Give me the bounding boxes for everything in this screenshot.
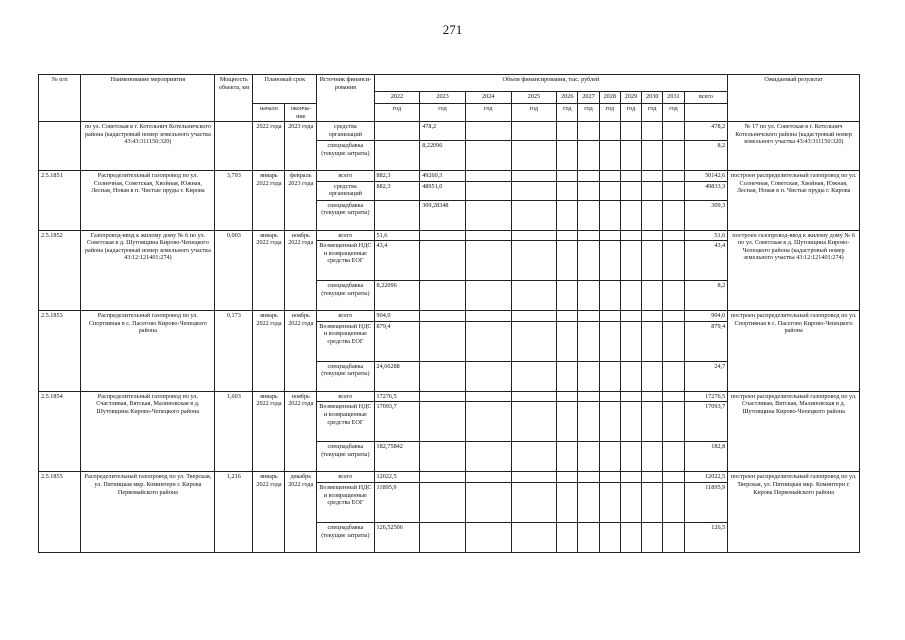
value-empty <box>511 200 557 230</box>
value-empty <box>642 442 663 472</box>
table-body <box>39 122 860 553</box>
value-empty <box>465 171 511 182</box>
value-empty <box>599 141 620 171</box>
value-empty <box>642 181 663 200</box>
value-empty <box>557 122 578 141</box>
value-empty <box>663 391 684 402</box>
value-empty <box>511 230 557 241</box>
value-empty <box>578 442 599 472</box>
value-empty <box>557 181 578 200</box>
value-2022: 43,4 <box>374 241 420 281</box>
value-empty <box>620 181 641 200</box>
row-source: спецнадбавка (текущие затраты) <box>317 442 374 472</box>
value-empty <box>620 281 641 311</box>
value-empty <box>465 321 511 361</box>
table-row <box>39 230 860 241</box>
year-header-unit-4: год <box>557 104 578 122</box>
row-source: всего <box>317 230 374 241</box>
value-empty <box>578 181 599 200</box>
row-result: построен распределительный газопровод по ул. Солнечная, Советская, Хвойная, Южная, Лесная, Новая в п. Чистые пруды г. Кирова <box>728 171 860 231</box>
row-capacity <box>215 122 253 171</box>
value-empty <box>599 181 620 200</box>
year-header-unit-2: год <box>465 104 511 122</box>
value-empty <box>511 311 557 322</box>
row-end: ноябрь 2022 года <box>285 311 317 392</box>
row-source: Возмещенный НДС и возвращенные средства ЕОГ <box>317 482 374 522</box>
value-empty <box>511 402 557 442</box>
value-total: 17276,5 <box>684 391 728 402</box>
row-capacity: 1,603 <box>215 391 253 472</box>
value-empty <box>578 141 599 171</box>
year-header-6: 2028 <box>599 92 620 104</box>
year-header-8: 2030 <box>642 92 663 104</box>
value-total: 12022,5 <box>684 472 728 483</box>
col-start-header: начало <box>253 104 285 122</box>
row-end: ноябрь 2022 года <box>285 391 317 472</box>
value-empty <box>511 181 557 200</box>
value-empty <box>620 391 641 402</box>
value-empty <box>557 391 578 402</box>
value-2023 <box>420 522 466 552</box>
value-empty <box>557 361 578 391</box>
value-empty <box>599 522 620 552</box>
value-empty <box>511 281 557 311</box>
value-2022 <box>374 200 420 230</box>
value-empty <box>511 442 557 472</box>
value-empty <box>578 522 599 552</box>
value-empty <box>663 171 684 182</box>
year-header-unit-9: год <box>663 104 684 122</box>
row-end: декабрь 2022 года <box>285 472 317 553</box>
row-source: средства организаций <box>317 181 374 200</box>
value-empty <box>511 391 557 402</box>
value-empty <box>557 241 578 281</box>
value-empty <box>511 482 557 522</box>
row-result: построен распределительный газопровод по ул. Счастливая, Вятская, Малиновская в д. Шутовщина Кирово-Чепецкого района <box>728 391 860 472</box>
year-header-unit-3: год <box>511 104 557 122</box>
value-empty <box>663 281 684 311</box>
value-empty <box>578 230 599 241</box>
value-empty <box>642 230 663 241</box>
value-2022: 8,22096 <box>374 281 420 311</box>
value-total: 51,6 <box>684 230 728 241</box>
value-empty <box>642 402 663 442</box>
value-total: 11895,9 <box>684 482 728 522</box>
value-total: 904,0 <box>684 311 728 322</box>
value-empty <box>620 230 641 241</box>
value-empty <box>578 472 599 483</box>
row-capacity: 3,793 <box>215 171 253 231</box>
value-total: 126,5 <box>684 522 728 552</box>
value-empty <box>511 361 557 391</box>
value-empty <box>620 442 641 472</box>
col-end-header: оконча-ние <box>285 104 317 122</box>
value-empty <box>557 472 578 483</box>
year-header-unit-1: год <box>420 104 466 122</box>
row-result: построен газопровод-ввод к жилому дому № 6 по ул. Советская в д. Шутовщина Кирово-Чепецкого района (кадастровый номер земельного участка 43:12:121401:274) <box>728 230 860 311</box>
table-row <box>39 391 860 402</box>
value-2022: 24,66288 <box>374 361 420 391</box>
value-empty <box>578 311 599 322</box>
col-period-header: Плановый срок <box>253 75 317 104</box>
value-2022: 882,3 <box>374 171 420 182</box>
value-empty <box>642 141 663 171</box>
value-empty <box>557 522 578 552</box>
value-2022: 182,75842 <box>374 442 420 472</box>
value-empty <box>578 200 599 230</box>
value-2022: 904,0 <box>374 311 420 322</box>
value-2022: 17093,7 <box>374 402 420 442</box>
value-empty <box>465 122 511 141</box>
row-start: 2022 года <box>253 122 285 171</box>
table-row <box>39 171 860 182</box>
value-empty <box>599 200 620 230</box>
value-empty <box>465 200 511 230</box>
value-empty <box>578 122 599 141</box>
value-2023 <box>420 402 466 442</box>
value-empty <box>599 281 620 311</box>
col-volume-header: Объем финансирования, тыс. рублей <box>374 75 728 92</box>
row-name: по ул. Советская в г. Котельнич Котельничского района (кадастровый номер земельного участка 43:43:311150:320) <box>81 122 215 171</box>
row-start: январь 2022 года <box>253 171 285 231</box>
row-number: 2.5.1853 <box>39 311 81 392</box>
value-2022 <box>374 122 420 141</box>
value-empty <box>465 241 511 281</box>
value-empty <box>465 522 511 552</box>
row-source: всего <box>317 311 374 322</box>
year-header-9: 2031 <box>663 92 684 104</box>
value-2023 <box>420 230 466 241</box>
value-2023 <box>420 442 466 472</box>
value-empty <box>642 281 663 311</box>
value-empty <box>465 472 511 483</box>
value-empty <box>465 181 511 200</box>
value-empty <box>663 402 684 442</box>
value-empty <box>465 442 511 472</box>
year-header-7: 2029 <box>620 92 641 104</box>
row-name: Распределительный газопровод по ул. Солнечная, Советская, Хвойная, Южная, Лесная, Новая в п. Чистые пруды г. Кирова <box>81 171 215 231</box>
value-empty <box>599 241 620 281</box>
value-empty <box>578 361 599 391</box>
value-empty <box>465 141 511 171</box>
value-empty <box>599 472 620 483</box>
value-2023 <box>420 281 466 311</box>
row-end: ноябрь 2022 года <box>285 230 317 311</box>
value-empty <box>511 141 557 171</box>
value-empty <box>663 482 684 522</box>
value-empty <box>663 522 684 552</box>
value-empty <box>465 230 511 241</box>
row-source: спецнадбавка (текущие затраты) <box>317 141 374 171</box>
value-empty <box>663 472 684 483</box>
value-empty <box>663 321 684 361</box>
table-row <box>39 311 860 322</box>
value-empty <box>578 171 599 182</box>
value-empty <box>642 241 663 281</box>
value-empty <box>557 402 578 442</box>
value-empty <box>465 391 511 402</box>
value-total: 8,2 <box>684 281 728 311</box>
value-2023 <box>420 361 466 391</box>
value-empty <box>578 391 599 402</box>
value-empty <box>642 200 663 230</box>
value-2022: 882,3 <box>374 181 420 200</box>
row-name: Распределительный газопровод по ул. Тверская, ул. Пятницкая мкр. Коминтерн г. Кирова Первомайского района <box>81 472 215 553</box>
value-empty <box>557 442 578 472</box>
value-empty <box>578 402 599 442</box>
value-total: 309,3 <box>684 200 728 230</box>
value-empty <box>642 391 663 402</box>
value-empty <box>557 171 578 182</box>
row-number: 2.5.1851 <box>39 171 81 231</box>
value-empty <box>663 141 684 171</box>
value-2023 <box>420 311 466 322</box>
value-2023 <box>420 472 466 483</box>
row-source: спецнадбавка (текущие затраты) <box>317 361 374 391</box>
table-row <box>39 472 860 483</box>
row-capacity: 0,003 <box>215 230 253 311</box>
value-empty <box>578 321 599 361</box>
year-header-unit-7: год <box>620 104 641 122</box>
value-empty <box>465 402 511 442</box>
value-empty <box>663 361 684 391</box>
row-result: построен распределительный газопровод по ул. Тверская, ул. Пятницкая мкр. Коминтерн г. Кирова Первомайского района <box>728 472 860 553</box>
row-source: Возмещенный НДС и возвращенные средства ЕОГ <box>317 321 374 361</box>
row-source: спецнадбавка (текущие затраты) <box>317 281 374 311</box>
value-empty <box>620 472 641 483</box>
row-name: Газопровод-ввод к жилому дому № 6 по ул. Советская в д. Шутовщина Кирово-Чепецкого района (кадастровый номер земельного участка 43:12:121401:274) <box>81 230 215 311</box>
value-2022: 17276,5 <box>374 391 420 402</box>
col-capacity-header: Мощность объекта, км <box>215 75 253 122</box>
value-empty <box>511 321 557 361</box>
value-empty <box>642 472 663 483</box>
row-source: средства организаций <box>317 122 374 141</box>
row-number: 2.5.1854 <box>39 391 81 472</box>
value-empty <box>511 522 557 552</box>
row-source: Возмещенный НДС и возвращенные средства ЕОГ <box>317 241 374 281</box>
value-2023 <box>420 391 466 402</box>
value-2022: 126,52506 <box>374 522 420 552</box>
table-header <box>39 75 860 122</box>
value-empty <box>663 122 684 141</box>
year-header-unit-10 <box>684 104 728 122</box>
value-empty <box>620 141 641 171</box>
value-empty <box>620 402 641 442</box>
value-total: 17093,7 <box>684 402 728 442</box>
row-number: 2.5.1852 <box>39 230 81 311</box>
year-header-5: 2027 <box>578 92 599 104</box>
table-row <box>39 122 860 141</box>
value-empty <box>663 241 684 281</box>
value-2023 <box>420 321 466 361</box>
row-start: январь 2022 года <box>253 230 285 311</box>
value-empty <box>663 442 684 472</box>
value-2023 <box>420 482 466 522</box>
row-number <box>39 122 81 171</box>
value-empty <box>620 522 641 552</box>
value-total: 8,2 <box>684 141 728 171</box>
row-start: январь 2022 года <box>253 472 285 553</box>
value-empty <box>465 482 511 522</box>
financing-table <box>38 74 860 553</box>
value-2023: 49260,3 <box>420 171 466 182</box>
value-empty <box>578 482 599 522</box>
value-total: 182,8 <box>684 442 728 472</box>
value-empty <box>578 241 599 281</box>
value-empty <box>511 472 557 483</box>
value-empty <box>599 402 620 442</box>
value-empty <box>557 482 578 522</box>
value-2022: 51,6 <box>374 230 420 241</box>
value-empty <box>620 482 641 522</box>
value-empty <box>642 122 663 141</box>
value-empty <box>663 200 684 230</box>
col-source-header: Источник финанси-рования <box>317 75 374 122</box>
value-empty <box>663 311 684 322</box>
row-source: всего <box>317 171 374 182</box>
value-empty <box>599 321 620 361</box>
year-header-0: 2022 <box>374 92 420 104</box>
value-2023: 309,28348 <box>420 200 466 230</box>
page-number: 271 <box>442 22 463 37</box>
value-empty <box>511 241 557 281</box>
value-empty <box>599 361 620 391</box>
value-empty <box>599 391 620 402</box>
value-empty <box>557 321 578 361</box>
row-end: 2023 года <box>285 122 317 171</box>
row-capacity: 1,216 <box>215 472 253 553</box>
row-source: Возмещенный НДС и возвращенные средства ЕОГ <box>317 402 374 442</box>
row-source: всего <box>317 391 374 402</box>
row-source: спецнадбавка (текущие затраты) <box>317 200 374 230</box>
value-empty <box>620 321 641 361</box>
row-capacity: 0,173 <box>215 311 253 392</box>
value-2023: 478,2 <box>420 122 466 141</box>
value-2022 <box>374 141 420 171</box>
value-2022: 12022,5 <box>374 472 420 483</box>
value-empty <box>642 361 663 391</box>
row-end: февраль 2023 года <box>285 171 317 231</box>
year-header-3: 2025 <box>511 92 557 104</box>
value-empty <box>599 122 620 141</box>
value-2023: 8,22096 <box>420 141 466 171</box>
row-result: построен распределительный газопровод по ул. Спортивная в с. Пасегово Кирово-Чепецкого района <box>728 311 860 392</box>
value-empty <box>557 311 578 322</box>
value-empty <box>557 230 578 241</box>
value-2022: 11895,9 <box>374 482 420 522</box>
col-num-header: № п/п <box>39 75 81 122</box>
row-source: всего <box>317 472 374 483</box>
value-empty <box>642 522 663 552</box>
value-empty <box>663 181 684 200</box>
value-empty <box>599 171 620 182</box>
year-header-2: 2024 <box>465 92 511 104</box>
value-total: 24,7 <box>684 361 728 391</box>
value-2023: 48951,0 <box>420 181 466 200</box>
value-empty <box>620 361 641 391</box>
value-empty <box>465 361 511 391</box>
value-empty <box>557 141 578 171</box>
year-header-unit-0: год <box>374 104 420 122</box>
value-empty <box>511 122 557 141</box>
value-2022: 879,4 <box>374 321 420 361</box>
value-empty <box>599 311 620 322</box>
value-empty <box>620 122 641 141</box>
value-empty <box>642 171 663 182</box>
value-total: 49833,3 <box>684 181 728 200</box>
value-empty <box>642 482 663 522</box>
value-empty <box>642 311 663 322</box>
value-empty <box>578 281 599 311</box>
col-name-header: Наименование мероприятия <box>81 75 215 122</box>
row-result: № 17 по ул. Советская в г. Котельнич Котельничского района (кадастровый номер земельного участка 43:43:311150:320) <box>728 122 860 171</box>
value-empty <box>465 281 511 311</box>
value-empty <box>557 200 578 230</box>
year-header-1: 2023 <box>420 92 466 104</box>
value-empty <box>620 200 641 230</box>
value-empty <box>511 171 557 182</box>
year-header-10: всего <box>684 92 728 104</box>
value-empty <box>642 321 663 361</box>
value-total: 43,4 <box>684 241 728 281</box>
value-total: 50142,6 <box>684 171 728 182</box>
year-header-unit-8: год <box>642 104 663 122</box>
col-result-header: Ожидаемый результат <box>728 75 860 122</box>
row-number: 2.5.1855 <box>39 472 81 553</box>
row-source: спецнадбавка (текущие затраты) <box>317 522 374 552</box>
value-empty <box>465 311 511 322</box>
row-name: Распределительный газопровод по ул. Счастливая, Вятская, Малиновская в д. Шутовщина Кирово-Чепецкого района <box>81 391 215 472</box>
value-total: 879,4 <box>684 321 728 361</box>
value-empty <box>620 311 641 322</box>
value-empty <box>620 241 641 281</box>
value-empty <box>599 442 620 472</box>
value-empty <box>663 230 684 241</box>
row-start: январь 2022 года <box>253 391 285 472</box>
value-total: 478,2 <box>684 122 728 141</box>
row-name: Распределительный газопровод по ул. Спортивная в с. Пасегово Кирово-Чепецкого района <box>81 311 215 392</box>
value-empty <box>599 230 620 241</box>
row-start: январь 2022 года <box>253 311 285 392</box>
value-empty <box>599 482 620 522</box>
value-empty <box>620 171 641 182</box>
value-2023 <box>420 241 466 281</box>
year-header-unit-6: год <box>599 104 620 122</box>
value-empty <box>557 281 578 311</box>
year-header-4: 2026 <box>557 92 578 104</box>
year-header-unit-5: год <box>578 104 599 122</box>
